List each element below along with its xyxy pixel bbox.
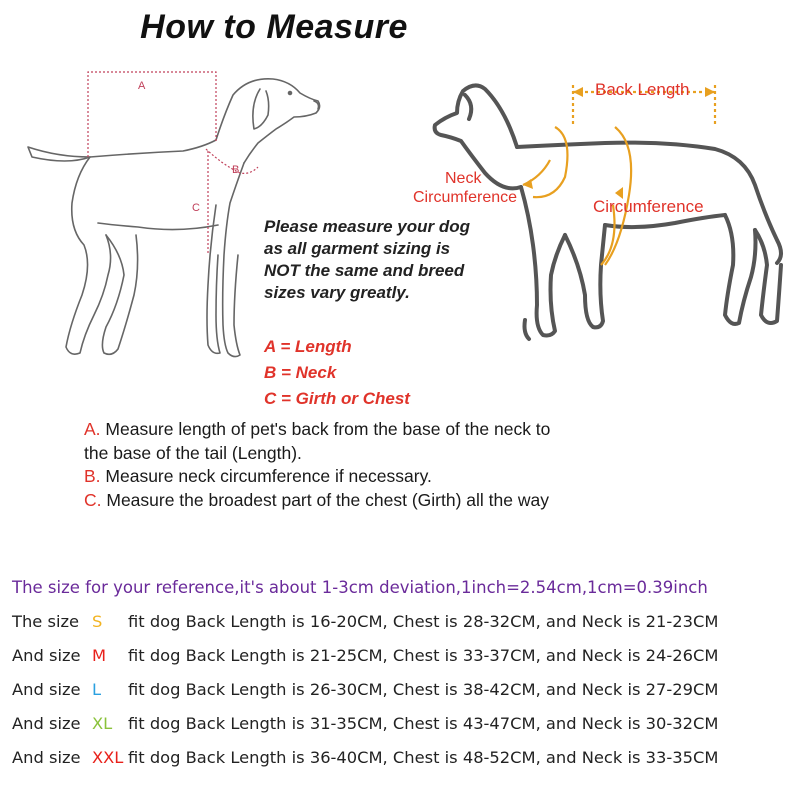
label-back-length: Back Length <box>595 80 690 99</box>
size-row-m <box>12 646 718 665</box>
size-header: The size for your reference,it's about 1-3cm deviation,1inch=2.54cm,1cm=0.39inch <box>12 578 708 597</box>
label-circumference: Circumference <box>593 197 704 216</box>
size-text: fit dog Back Length is 26-30CM, Chest is 38-42CM, and Neck is 27-29CM <box>128 680 719 699</box>
size-text: fit dog Back Length is 31-35CM, Chest is 43-47CM, and Neck is 30-32CM <box>128 714 719 733</box>
note-line: Please measure your dog <box>264 217 470 236</box>
instruction-line <box>84 442 550 466</box>
legend-a: A = Length <box>264 337 352 356</box>
measure-note <box>264 216 470 304</box>
size-prefix: And size <box>12 646 81 665</box>
label-neck-line2: Circumference <box>413 189 518 206</box>
legend-b: B = Neck <box>264 363 337 382</box>
size-prefix: The size <box>12 612 80 631</box>
legend-c: C = Girth or Chest <box>264 389 410 408</box>
instruction-line <box>84 465 550 489</box>
size-text: fit dog Back Length is 16-20CM, Chest is 28-32CM, and Neck is 21-23CM <box>128 612 719 631</box>
size-prefix: And size <box>12 714 81 733</box>
instruction-text: Measure length of pet's back from the base of the neck to <box>100 419 551 439</box>
instruction-text: Measure neck circumference if necessary. <box>100 466 432 486</box>
size-code: XL <box>92 714 113 733</box>
label-c: C <box>192 202 200 214</box>
size-row-xxl <box>12 748 718 767</box>
note-line: as all garment sizing is <box>264 239 451 258</box>
page-title: How to Measure <box>140 8 408 46</box>
size-code: M <box>92 646 107 665</box>
instruction-letter: A. <box>84 419 101 439</box>
instruction-line <box>84 418 550 442</box>
label-b: B <box>232 164 240 176</box>
instruction-letter: C. <box>84 489 102 510</box>
instruction-letter: B. <box>84 466 101 486</box>
instruction-line <box>84 489 550 513</box>
size-row-l <box>12 680 718 699</box>
size-prefix: And size <box>12 748 81 767</box>
size-prefix: And size <box>12 680 81 699</box>
size-text: fit dog Back Length is 36-40CM, Chest is 48-52CM, and Neck is 33-35CM <box>128 748 719 767</box>
size-row-xl <box>12 714 718 733</box>
label-a: A <box>138 80 146 92</box>
size-row-s <box>12 612 718 631</box>
size-code: XXL <box>92 748 124 767</box>
size-code: S <box>92 612 103 631</box>
size-code: L <box>92 680 102 699</box>
label-neck-line1: Neck <box>445 170 482 187</box>
instructions <box>84 418 550 512</box>
note-line: NOT the same and breed <box>264 261 465 280</box>
abc-legend <box>264 334 410 412</box>
instruction-text: Measure the broadest part of the chest (Girth) all the way <box>101 489 549 510</box>
orange-measure-arrows <box>523 85 715 265</box>
note-line: sizes vary greatly. <box>264 283 410 302</box>
instruction-text: the base of the tail (Length). <box>84 442 302 463</box>
size-text: fit dog Back Length is 21-25CM, Chest is 33-37CM, and Neck is 24-26CM <box>128 646 719 665</box>
